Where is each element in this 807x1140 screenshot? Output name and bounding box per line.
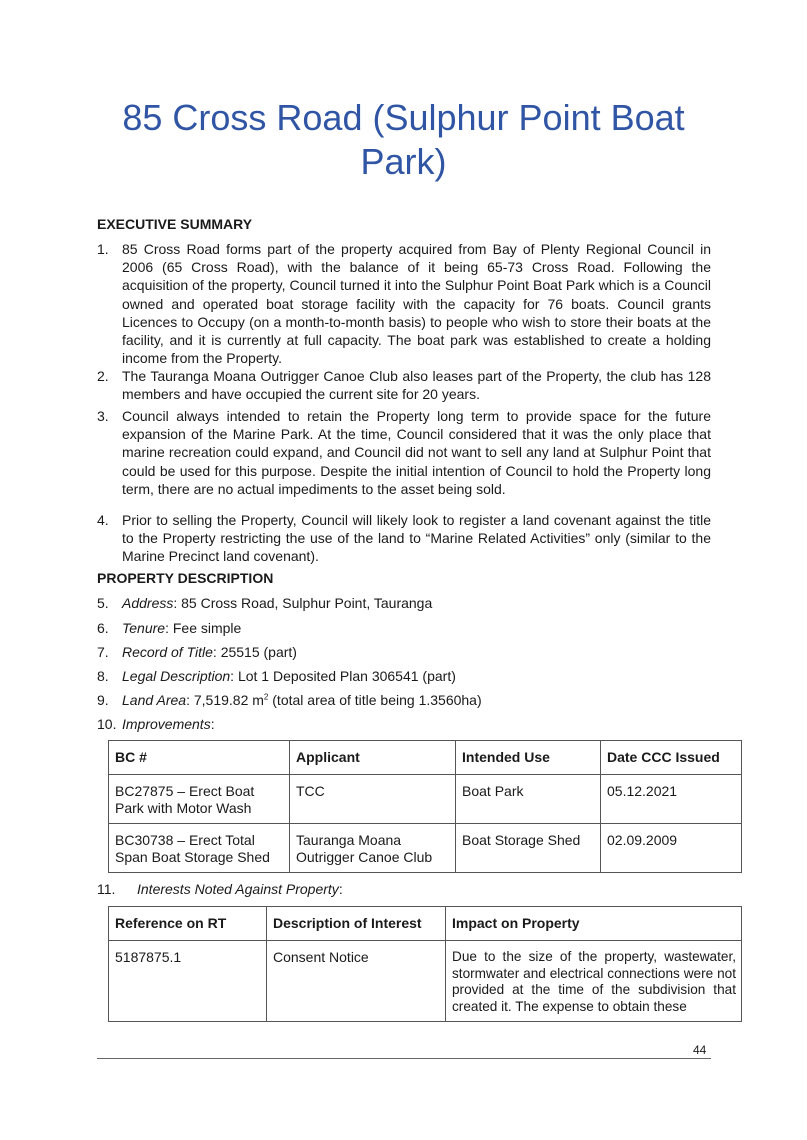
property-item-record-of-title <box>97 643 711 661</box>
item-value: : 85 Cross Road, Sulphur Point, Tauranga <box>173 595 433 611</box>
item-number: 7. <box>97 644 109 660</box>
property-item-tenure <box>97 619 711 637</box>
table-cell: TCC <box>296 783 325 799</box>
property-description-heading: PROPERTY DESCRIPTION <box>97 570 274 586</box>
item-number: 6. <box>97 620 109 636</box>
table-row <box>109 941 742 1022</box>
table-header-row <box>109 741 742 775</box>
item-value: : Lot 1 Deposited Plan 306541 (part) <box>230 668 456 684</box>
table-cell: 02.09.2009 <box>607 832 678 848</box>
executive-summary-heading: EXECUTIVE SUMMARY <box>97 216 253 232</box>
table-cell: Boat Park <box>462 783 524 799</box>
item-value: : 25515 (part) <box>212 644 297 660</box>
table-cell: BC30738 – Erect Total Span Boat Storage Shed <box>115 832 270 865</box>
footer-divider <box>97 1058 711 1059</box>
paragraph-3 <box>97 407 711 498</box>
interests-table <box>108 906 742 1022</box>
column-header: Impact on Property <box>452 915 580 931</box>
paragraph-4 <box>97 511 711 566</box>
table-cell: BC27875 – Erect Boat Park with Motor Wash <box>115 783 255 816</box>
column-header: Reference on RT <box>115 915 227 931</box>
table-cell: Consent Notice <box>273 949 369 965</box>
property-item-address <box>97 594 711 612</box>
table-header-row <box>109 907 742 941</box>
table-cell: 5187875.1 <box>115 949 182 965</box>
item-label: Tenure <box>122 620 166 636</box>
item-label: Improvements <box>122 716 211 732</box>
item-number: 11. <box>97 881 116 897</box>
item-number: 8. <box>97 668 109 684</box>
table-cell: 05.12.2021 <box>607 783 678 799</box>
column-header: Description of Interest <box>273 915 422 931</box>
item-label: Address <box>122 595 174 611</box>
property-item-land-area <box>97 691 711 709</box>
paragraph-text: Prior to selling the Property, Council will likely look to register a land covenant against the title to the Property restricting the use of the land to “Marine Related Activities” only (similar to the Marine Precinct land covenant). <box>122 512 711 565</box>
item-label: Interests Noted Against Property <box>137 881 339 897</box>
item-value: : Fee simple <box>165 620 242 636</box>
page-number: 44 <box>693 1043 707 1057</box>
item-label: Land Area <box>122 692 187 708</box>
column-header: Intended Use <box>462 749 550 765</box>
item-number: 10. <box>97 716 117 732</box>
item-number: 5. <box>97 595 109 611</box>
table-row <box>109 775 742 824</box>
table-cell: Tauranga Moana Outrigger Canoe Club <box>296 832 433 865</box>
item-value: : 7,519.82 m <box>186 692 264 708</box>
paragraph-1 <box>97 240 711 367</box>
paragraph-number: 4. <box>97 512 109 528</box>
superscript: 2 <box>263 692 269 702</box>
property-item-interests <box>97 880 711 898</box>
improvements-table <box>108 740 742 873</box>
property-item-legal-description <box>97 667 711 685</box>
item-label: Legal Description <box>122 668 231 684</box>
property-item-improvements <box>97 715 711 733</box>
table-row <box>109 824 742 873</box>
page-title: 85 Cross Road (Sulphur Point Boat Park) <box>122 97 685 182</box>
column-header: Date CCC Issued <box>607 749 720 765</box>
item-value: : <box>338 881 343 897</box>
paragraph-number: 2. <box>97 368 109 384</box>
item-value: : <box>210 716 215 732</box>
column-header: BC # <box>115 749 147 765</box>
paragraph-text: 85 Cross Road forms part of the property acquired from Bay of Plenty Regional Council in 2006 (65 Cross Road), with the balance of it being 65-73 Cross Road. Following the acquisition of the property, Council turned it into the Sulphur Point Boat Park which is a Council owned and operated boat storage facility with the capacity for 76 boats. Council grants Licences to Occupy (on a month-to-month basis) to people who wish to store their boats at the facility, and it is currently at full capacity. The boat park was established to create a holding income from the Property. <box>122 241 711 367</box>
item-value-note: (total area of title being 1.3560ha) <box>268 692 482 708</box>
item-number: 9. <box>97 692 109 708</box>
table-cell: Boat Storage Shed <box>462 832 581 848</box>
item-label: Record of Title <box>122 644 213 660</box>
paragraph-text: The Tauranga Moana Outrigger Canoe Club also leases part of the Property, the club has 128 members and have occupied the current site for 20 years. <box>122 368 711 403</box>
paragraph-text: Council always intended to retain the Property long term to provide space for the future expansion of the Marine Park. At the time, Council considered that it was the only place that marine recreation could expand, and Council did not want to sell any land at Sulphur Point that could be used for this purpose. Despite the initial intention of Council to hold the Property long term, there are no actual impediments to the asset being sold. <box>122 408 711 497</box>
table-cell: Due to the size of the property, wastewater, stormwater and electrical connections were not provided at the time of the subdivision that created it. The expense to obtain these <box>452 949 736 1014</box>
paragraph-number: 3. <box>97 408 109 424</box>
paragraph-number: 1. <box>97 241 109 257</box>
paragraph-2 <box>97 367 711 403</box>
column-header: Applicant <box>296 749 360 765</box>
